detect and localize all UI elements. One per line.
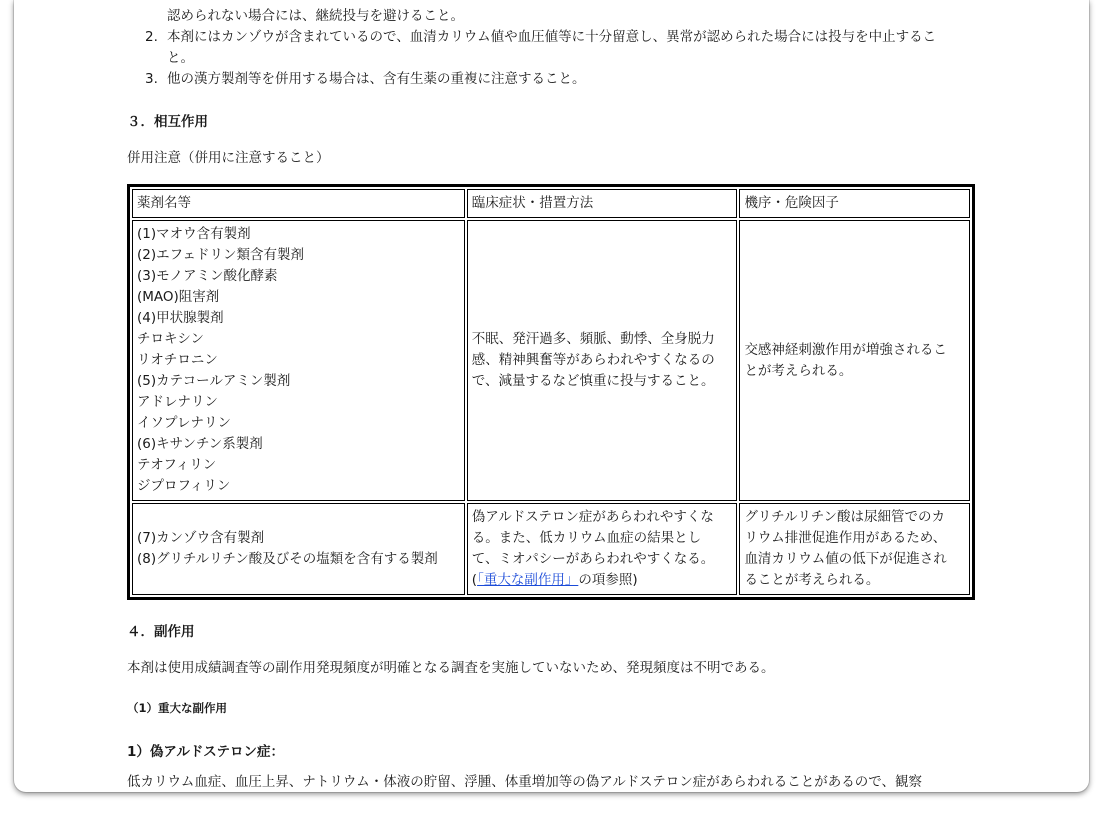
mechanism-cell: [739, 220, 970, 501]
symptoms-text: 感、精神興奮等があらわれやすくなるの: [471, 352, 715, 368]
drug-name: (4)甲状腺製剤: [137, 310, 224, 326]
caution-list: [127, 6, 987, 90]
mechanism-text: 交感神経刺激作用が増強されるこ: [744, 341, 947, 358]
drug-name: (6)キサンチン系製剤: [137, 436, 263, 452]
drug-name: (8)グリチルリチン酸及びその塩類を含有する製剤: [137, 551, 438, 567]
table-row: [132, 220, 970, 501]
symptoms-text: て、ミオパシーがあらわれやすくなる。: [471, 551, 715, 567]
drug-name: アドレナリン: [137, 394, 218, 410]
symptoms-text: 偽アルドステロン症があらわれやすくな: [471, 509, 714, 525]
mechanism-text: リウム排泄促進作用があるため、: [744, 530, 947, 546]
interaction-table: [127, 184, 975, 600]
reference-line: [472, 570, 733, 591]
ref-close: の項参照): [578, 572, 638, 588]
mechanism-text: グリチルリチン酸は尿細管でのカ: [744, 509, 946, 525]
drug-name: (3)モノアミン酸化酵素: [137, 268, 278, 284]
ref-open: (: [471, 572, 478, 588]
table-header-cell: 薬剤名等: [132, 189, 465, 218]
caution-item-2: [127, 27, 987, 69]
caution-item-1-tail: [127, 6, 987, 27]
symptoms-text: る。また、低カリウム血症の結果とし: [471, 530, 702, 546]
serious-side-effects-link[interactable]: 「重大な副作用」: [477, 572, 579, 588]
drug-name: (7)カンゾウ含有製剤: [137, 530, 265, 546]
drug-names-cell: [132, 220, 465, 501]
table-row: [132, 503, 970, 595]
mechanism-cell: [739, 503, 970, 595]
drug-name: (5)カテコールアミン製剤: [137, 373, 291, 389]
drug-name: リオチロニン: [137, 352, 218, 368]
caution-text: と。: [167, 50, 194, 66]
drug-name: チロキシン: [137, 331, 205, 347]
symptoms-text: で、減量するなど慎重に投与すること。: [471, 373, 715, 389]
pseudoaldosteronism-heading: 1）偽アルドステロン症：: [127, 744, 284, 760]
table-header-row: [132, 189, 970, 218]
drug-name: ジプロフィリン: [137, 478, 231, 494]
serious-side-effects-heading: （1）重大な副作用: [127, 701, 228, 715]
section-3-heading: ３．相互作用: [127, 114, 208, 130]
table-header-cell: 臨床症状・措置方法: [467, 189, 738, 218]
drug-name: (1)マオウ含有製剤: [137, 226, 251, 242]
caution-text: 認められない場合には、継続投与を避けること。: [167, 8, 464, 24]
symptoms-cell: [467, 503, 738, 595]
drug-name: (MAO)阻害剤: [137, 289, 220, 305]
mechanism-text: 血清カリウム値の低下が促進され: [744, 551, 947, 567]
caution-text: 本剤にはカンゾウが含まれているので、血清カリウム値や血圧値等に十分留意し、異常が認められた場合には投与を中止するこ: [167, 29, 937, 45]
drug-name: テオフィリン: [137, 457, 217, 473]
caution-number: 2.: [145, 29, 158, 45]
drug-name: イソプレナリン: [137, 415, 231, 431]
symptoms-cell: [467, 220, 738, 501]
symptoms-text: 不眠、発汗過多、頻脈、動悸、全身脱力: [471, 331, 715, 347]
side-effects-intro: 本剤は使用成績調査等の副作用発現頻度が明確となる調査を実施していないため、発現頻度は不明である。: [127, 660, 775, 676]
drug-names-cell: [132, 503, 465, 595]
mechanism-text: ることが考えられる。: [744, 572, 880, 588]
drug-name: (2)エフェドリン類含有製剤: [137, 247, 304, 263]
caution-text: 他の漢方製剤等を併用する場合は、含有生薬の重複に注意すること。: [167, 71, 586, 87]
mechanism-text: とが考えられる。: [744, 362, 853, 379]
pseudoaldosteronism-text: 低カリウム血症、血圧上昇、ナトリウム・体液の貯留、浮腫、体重増加等の偽アルドステロン症があらわれることがあるので、観察: [127, 774, 923, 790]
caution-item-3: [127, 69, 987, 90]
section-4-heading: ４．副作用: [127, 624, 195, 640]
caution-number: 3.: [145, 71, 158, 87]
interaction-subtitle: 併用注意（併用に注意すること）: [127, 150, 330, 166]
browser-window: [14, 0, 1089, 792]
table-header-cell: 機序・危険因子: [739, 189, 970, 218]
